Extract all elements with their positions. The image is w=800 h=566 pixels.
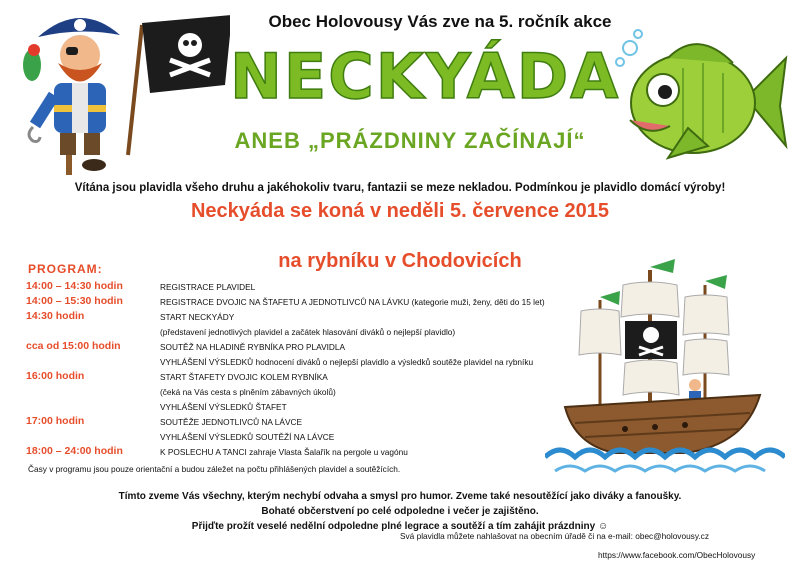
program-time: 16:00 hodin <box>26 370 85 382</box>
invitation-header: Obec Holovousy Vás zve na 5. ročník akce <box>268 12 612 31</box>
footer-invitation <box>100 489 700 534</box>
program-desc: SOUTĚŽ NA HLADINĚ RYBNÍKA PRO PLAVIDLA <box>160 342 346 352</box>
program-time: 17:00 hodin <box>26 415 85 427</box>
program-desc: REGISTRACE DVOJIC NA ŠTAFETU A JEDNOTLIVCŮ NA LÁVKU (kategorie muži, ženy, děti do 15 let) <box>160 297 545 307</box>
program-item <box>26 340 596 370</box>
program-item <box>26 445 596 460</box>
program-item <box>26 370 596 415</box>
registration-info: Svá plavidla můžete nahlašovat na obecním úřadě či na e-mail: obec@holovousy.cz <box>400 531 709 541</box>
program-time: cca od 15:00 hodin <box>26 340 121 352</box>
facebook-link[interactable]: https://www.facebook.com/ObecHolovousy <box>598 550 756 560</box>
program-list <box>26 280 596 460</box>
program-desc: START NECKYÁDY <box>160 312 235 322</box>
program-desc: (představení jednotlivých plavidel a začátek hlasování diváků o nejlepší plavidlo) <box>160 327 456 337</box>
program-desc: VYHLÁŠENÍ VÝSLEDKŮ hodnocení diváků o nejlepší plavidlo a výsledků soutěže plavidel na rybníku <box>160 357 534 367</box>
fish-illustration <box>608 28 788 173</box>
schedule-note: Časy v programu jsou pouze orientační a budou záležet na počtu přihlášených plavidel a soutěžících. <box>28 464 401 474</box>
program-desc: (čeká na Vás cesta s plněním zábavných úkolů) <box>160 387 336 397</box>
footer-line: Bohaté občerstvení po celé odpoledne i večer je zajištěno. <box>261 506 539 517</box>
event-place: na rybníku v Chodovicích <box>278 250 522 272</box>
program-time: 14:00 – 15:30 hodin <box>26 295 123 307</box>
program-desc: K POSLECHU A TANCI zahraje Vlasta Šalařík na pergole u vagónu <box>160 447 408 457</box>
program-heading: PROGRAM: <box>28 262 103 276</box>
program-desc: START ŠTAFETY DVOJIC KOLEM RYBNÍKA <box>160 372 328 382</box>
program-item <box>26 295 596 310</box>
event-date: Neckyáda se koná v neděli 5. července 2015 <box>190 200 610 222</box>
event-title: NECKYÁDA <box>230 40 621 113</box>
event-subtitle: ANEB „PRÁZDNINY ZAČÍNAJÍ“ <box>234 128 586 153</box>
program-desc: REGISTRACE PLAVIDEL <box>160 282 256 292</box>
program-desc: VYHLÁŠENÍ VÝSLEDKŮ ŠTAFET <box>160 402 287 412</box>
program-desc: SOUTĚŽE JEDNOTLIVCŮ NA LÁVCE <box>160 417 302 427</box>
program-item <box>26 280 596 295</box>
program-desc: VYHLÁŠENÍ VÝSLEDKŮ SOUTĚŽÍ NA LÁVCE <box>160 432 335 442</box>
program-time: 14:00 – 14:30 hodin <box>26 280 123 292</box>
program-item <box>26 415 596 445</box>
program-time: 14:30 hodin <box>26 310 85 322</box>
program-item <box>26 310 596 340</box>
intro-text: Vítána jsou plavidla všeho druhu a jakéhokoliv tvaru, fantazii se meze nekladou. Podmínkou je plavidlo domácí výroby! <box>74 182 726 194</box>
program-time: 18:00 – 24:00 hodin <box>26 445 123 457</box>
footer-line: Přijďte prožít veselé nedělní odpoledne plné legrace a soutěží a tím zahájit prázdniny ☺ <box>191 521 609 532</box>
footer-line: Tímto zveme Vás všechny, kterým nechybí odvaha a smysl pro humor. Zveme také nesoutěžící jako diváky a fanoušky. <box>118 491 682 502</box>
